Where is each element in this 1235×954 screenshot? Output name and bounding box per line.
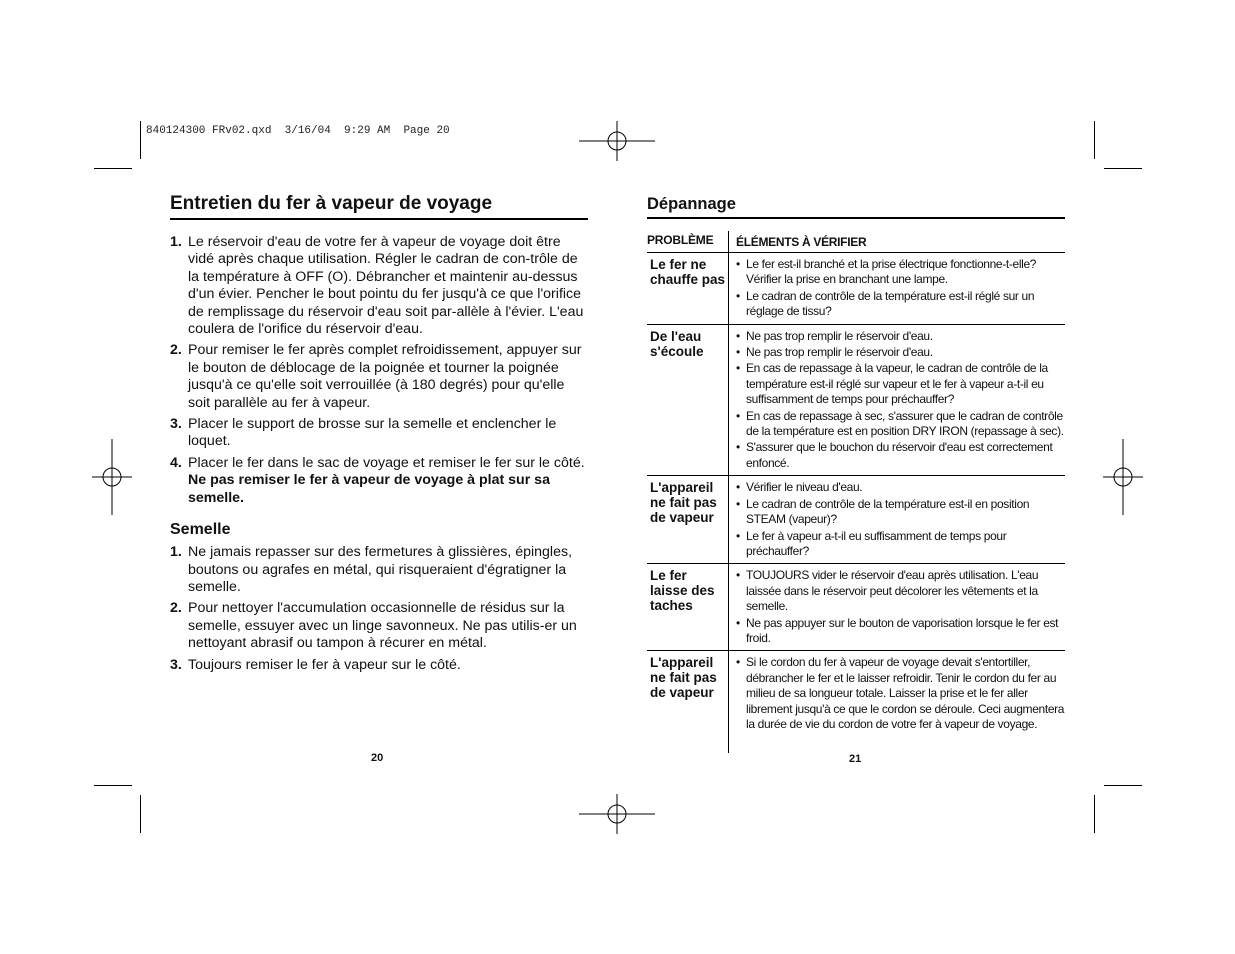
registration-mark-icon (579, 121, 655, 161)
list-item (170, 342, 588, 412)
crop-mark (140, 121, 141, 159)
check-text: Ne pas trop remplir le réservoir d'eau. (746, 328, 933, 343)
table-row (647, 651, 1065, 736)
check-item (736, 289, 1065, 320)
problem-cell: L'appareil ne fait pas de vapeur (650, 480, 717, 526)
problem-cell: Le fer laisse des taches (650, 568, 715, 614)
soleplate-steps-list (170, 544, 588, 674)
check-text: Le fer à vapeur a-t-il eu suffisamment de temps pour préchauffer? (746, 528, 1007, 558)
warning-text: Ne pas remiser le fer à vapeur de voyage à plat sur sa semelle. (188, 472, 550, 506)
crop-mark (94, 168, 132, 169)
checks-list (728, 480, 1065, 560)
bullet-icon: • (736, 528, 740, 543)
problem-cell: De l'eau s'écoule (650, 328, 704, 359)
check-text: Ne pas appuyer sur le bouton de vaporisation lorsque le fer est froid. (746, 615, 1059, 645)
registration-mark-icon (1103, 439, 1143, 515)
check-text: En cas de repassage à la vapeur, le cadran de contrôle de la température est-il réglé sur vapeur et le fer à vapeur a-t-il eu suffisamment de temps pour préchauffer? (746, 361, 1048, 407)
header-elements: ÉLÉMENTS À VÉRIFIER (736, 235, 867, 249)
check-item (736, 345, 1065, 360)
bullet-icon: • (736, 615, 740, 630)
troubleshooting-table (647, 227, 1065, 736)
check-text: Le cadran de contrôle de la température est-il réglé sur un réglage de tissu? (746, 288, 1035, 319)
check-text: Le cadran de contrôle de la température est-il en position STEAM (vapeur)? (746, 496, 1030, 527)
page-number: 20 (371, 752, 384, 764)
left-page (170, 192, 588, 678)
check-item (736, 568, 1065, 614)
check-text: Vérifier le niveau d'eau. (746, 480, 863, 495)
bullet-icon: • (736, 655, 740, 670)
check-item (736, 257, 1065, 288)
bullet-icon: • (736, 568, 740, 583)
table-row (647, 325, 1065, 477)
bullet-icon: • (736, 496, 740, 511)
check-item (736, 497, 1065, 528)
step-text: Pour remiser le fer après complet refroidissement, appuyer sur le bouton de déblocage de la poignée et tourner la poignée jusqu'à ce qu'elle soit verrouillée (à 180 degrés) pour qu'elle soit parallèle au fer à vapeur. (188, 342, 582, 411)
check-text: Si le cordon du fer à vapeur de voyage devait s'entortiller, débrancher le fer et le laisser refroidir. Tenir le cordon du fer au milieu de sa longueur totale. Laisser la prise et le fer aller librement jusqu'à ce que le cordon se déroule. Ceci augmentera la durée de vie du cordon de votre fer à vapeur de voyage. (746, 655, 1065, 731)
check-item (736, 440, 1065, 471)
bullet-icon: • (736, 361, 740, 376)
step-text: Toujours remiser le fer à vapeur sur le côté. (188, 656, 461, 673)
checks-list (728, 568, 1065, 647)
step-number: 3. (170, 416, 182, 433)
step-number: 3. (170, 656, 182, 673)
check-item (736, 616, 1065, 647)
check-text: Le fer est-il branché et la prise électrique fonctionne-t-elle? Vérifier la prise en branchant une lampe. (746, 257, 1037, 287)
crop-mark (1104, 785, 1142, 786)
check-item (736, 529, 1065, 560)
step-text: Le réservoir d'eau de votre fer à vapeur de voyage doit être vidé après chaque utilisation. Régler le cadran de con-trôle de la température à OFF (O). Débrancher et maintenir au-dessus d'un évier. Pencher le bout pointu du fer jusqu'à ce que l'orifice de remplissage du réservoir d'eau soit par-allèle à l'évier. L'eau coulera de l'orifice du réservoir d'eau. (188, 234, 584, 338)
step-number: 1. (170, 234, 182, 250)
bullet-icon: • (736, 408, 740, 423)
check-text: TOUJOURS vider le réservoir d'eau après utilisation. L'eau laissée dans le réservoir peut décolorer les vêtements et la semelle. (746, 568, 1039, 614)
list-item (170, 544, 588, 596)
crop-mark (140, 795, 141, 833)
checks-list (728, 329, 1065, 473)
check-item (736, 655, 1065, 732)
step-number: 1. (170, 544, 182, 561)
table-row (647, 476, 1065, 564)
bullet-icon: • (736, 257, 740, 271)
step-text: Placer le support de brosse sur la semelle et enclencher le loquet. (188, 416, 557, 450)
check-text: En cas de repassage à sec, s'assurer que le cadran de contrôle de la température est en position DRY IRON (repassage à sec). (746, 408, 1064, 439)
section-subtitle: Semelle (170, 521, 231, 539)
checks-list (728, 257, 1065, 321)
registration-mark-icon (579, 794, 655, 834)
bullet-icon: • (736, 328, 740, 343)
check-text: S'assurer que le bouchon du réservoir d'eau est correctement enfoncé. (746, 440, 1053, 470)
crop-mark (1094, 795, 1095, 833)
crop-mark (1094, 121, 1095, 159)
page-title: Dépannage (647, 192, 1065, 219)
registration-mark-icon (92, 439, 132, 515)
list-item (170, 234, 588, 338)
checks-list (728, 655, 1065, 733)
list-item (170, 600, 588, 652)
bullet-icon: • (736, 480, 740, 495)
bullet-icon: • (736, 345, 740, 360)
list-item (170, 416, 588, 451)
problem-cell: Le fer ne chauffe pas (650, 257, 726, 287)
care-steps-list (170, 234, 588, 507)
table-row (647, 253, 1065, 325)
list-item (170, 657, 588, 674)
step-text: Pour nettoyer l'accumulation occasionnelle de résidus sur la semelle, essuyer avec un linge savonneux. Ne pas utilis-er un nettoyant abrasif ou tampon à récurer en métal. (188, 600, 577, 652)
page-title: Entretien du fer à vapeur de voyage (170, 192, 588, 220)
crop-mark (1104, 168, 1142, 169)
table-header (647, 227, 1065, 253)
column-divider (728, 231, 729, 753)
check-item (736, 409, 1065, 440)
step-number: 2. (170, 600, 182, 617)
file-slug: 840124300 FRv02.qxd 3/16/04 9:29 AM Page 20 (146, 125, 450, 137)
check-item (736, 329, 1065, 344)
problem-cell: L'appareil ne fait pas de vapeur (650, 655, 717, 701)
step-number: 4. (170, 454, 182, 471)
check-item (736, 361, 1065, 407)
list-item (170, 455, 588, 507)
page-number: 21 (849, 753, 862, 765)
step-number: 2. (170, 342, 182, 359)
bullet-icon: • (736, 440, 740, 455)
step-text: Placer le fer dans le sac de voyage et remiser le fer sur le côté. (188, 454, 585, 471)
right-page (647, 192, 1065, 736)
check-item (736, 480, 1065, 495)
header-problem: PROBLÈME (647, 233, 714, 247)
bullet-icon: • (736, 288, 740, 303)
table-row (647, 564, 1065, 651)
crop-mark (94, 785, 132, 786)
step-text: Ne jamais repasser sur des fermetures à glissières, épingles, boutons ou agrafes en métal, qui risqueraient d'égratigner la semelle. (188, 544, 573, 595)
check-text: Ne pas trop remplir le réservoir d'eau. (746, 345, 933, 360)
